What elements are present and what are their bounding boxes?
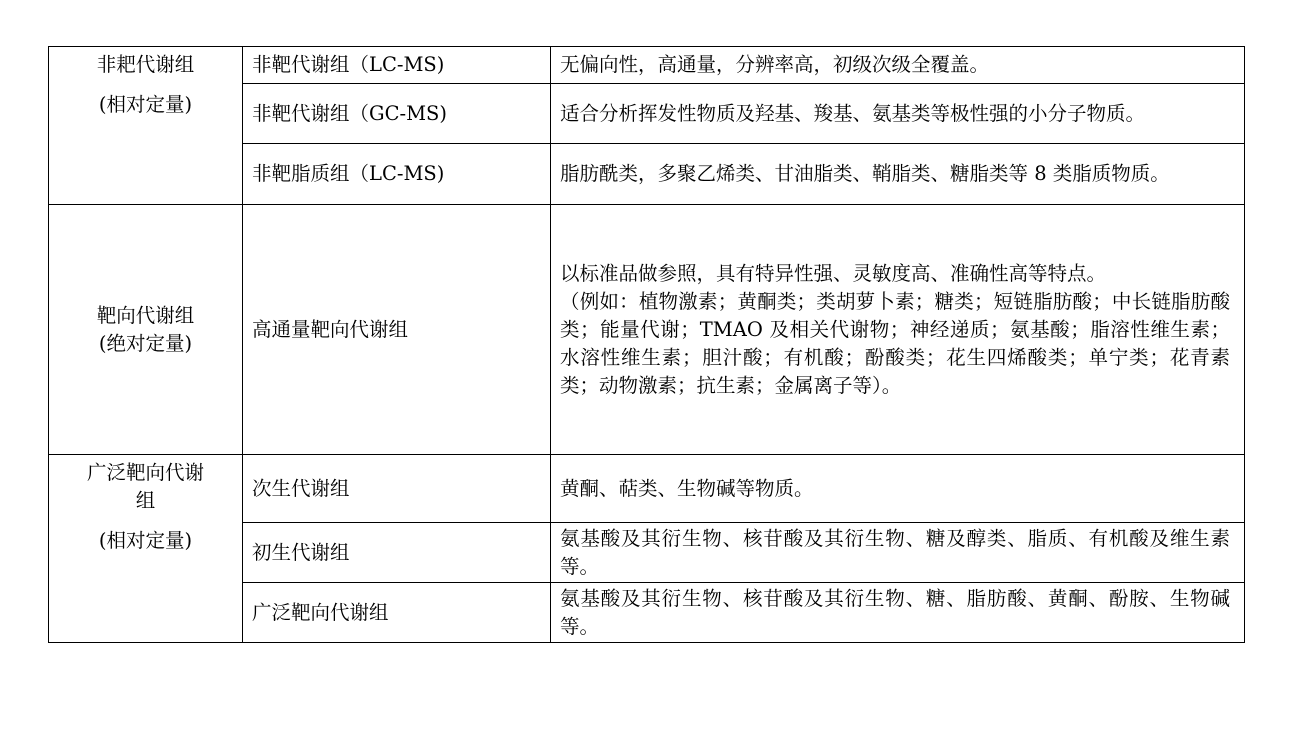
category-name-cont: 组 — [135, 489, 156, 512]
description-examples: （例如：植物激素；黄酮类；类胡萝卜素；糖类；短链脂肪酸；中长链脂肪酸类；能量代谢；TMAO 及相关代谢物；神经递质；氨基酸；脂溶性维生素；水溶性维生素；胆汁酸；有机酸；酚酸类；花生四烯酸类；单宁类；花青素类；动物激素；抗生素；金属离子等）。 — [560, 289, 1230, 397]
category-cell-targeted — [49, 205, 243, 455]
method-cell: 非靶代谢组（GC-MS) — [243, 84, 551, 144]
description-intro: 以标准品做参照，具有特异性强、灵敏度高、准确性高等特点。 — [560, 261, 1107, 285]
category-name: 靶向代谢组 — [96, 303, 195, 327]
category-quant: (绝对定量) — [98, 331, 193, 355]
category-quant: (相对定量) — [98, 529, 193, 552]
description-cell: 无偏向性，高通量，分辨率高，初级次级全覆盖。 — [551, 47, 1245, 84]
table-row — [49, 455, 1245, 523]
category-name: 非耙代谢组 — [96, 53, 195, 76]
method-cell: 高通量靶向代谢组 — [243, 205, 551, 455]
description-cell: 氨基酸及其衍生物、核苷酸及其衍生物、糖、脂肪酸、黄酮、酚胺、生物碱等。 — [551, 583, 1245, 643]
description-cell: 适合分析挥发性物质及羟基、羧基、氨基类等极性强的小分子物质。 — [551, 84, 1245, 144]
category-quant: (相对定量) — [98, 93, 193, 116]
method-cell: 广泛靶向代谢组 — [243, 583, 551, 643]
table-row — [49, 47, 1245, 84]
description-cell: 黄酮、萜类、生物碱等物质。 — [551, 455, 1245, 523]
metabolomics-table — [48, 46, 1245, 643]
method-cell: 非靶脂质组（LC-MS) — [243, 144, 551, 205]
method-cell: 初生代谢组 — [243, 523, 551, 583]
method-cell: 次生代谢组 — [243, 455, 551, 523]
category-name: 广泛靶向代谢 — [86, 461, 204, 484]
description-cell: 脂肪酰类，多聚乙烯类、甘油脂类、鞘脂类、糖脂类等 8 类脂质物质。 — [551, 144, 1245, 205]
description-cell: 氨基酸及其衍生物、核苷酸及其衍生物、糖及醇类、脂质、有机酸及维生素等。 — [551, 523, 1245, 583]
category-cell-untargeted — [49, 47, 243, 205]
table-row — [49, 205, 1245, 455]
category-cell-widely-targeted — [49, 455, 243, 643]
method-cell: 非靶代谢组（LC-MS) — [243, 47, 551, 84]
description-cell — [551, 205, 1245, 455]
